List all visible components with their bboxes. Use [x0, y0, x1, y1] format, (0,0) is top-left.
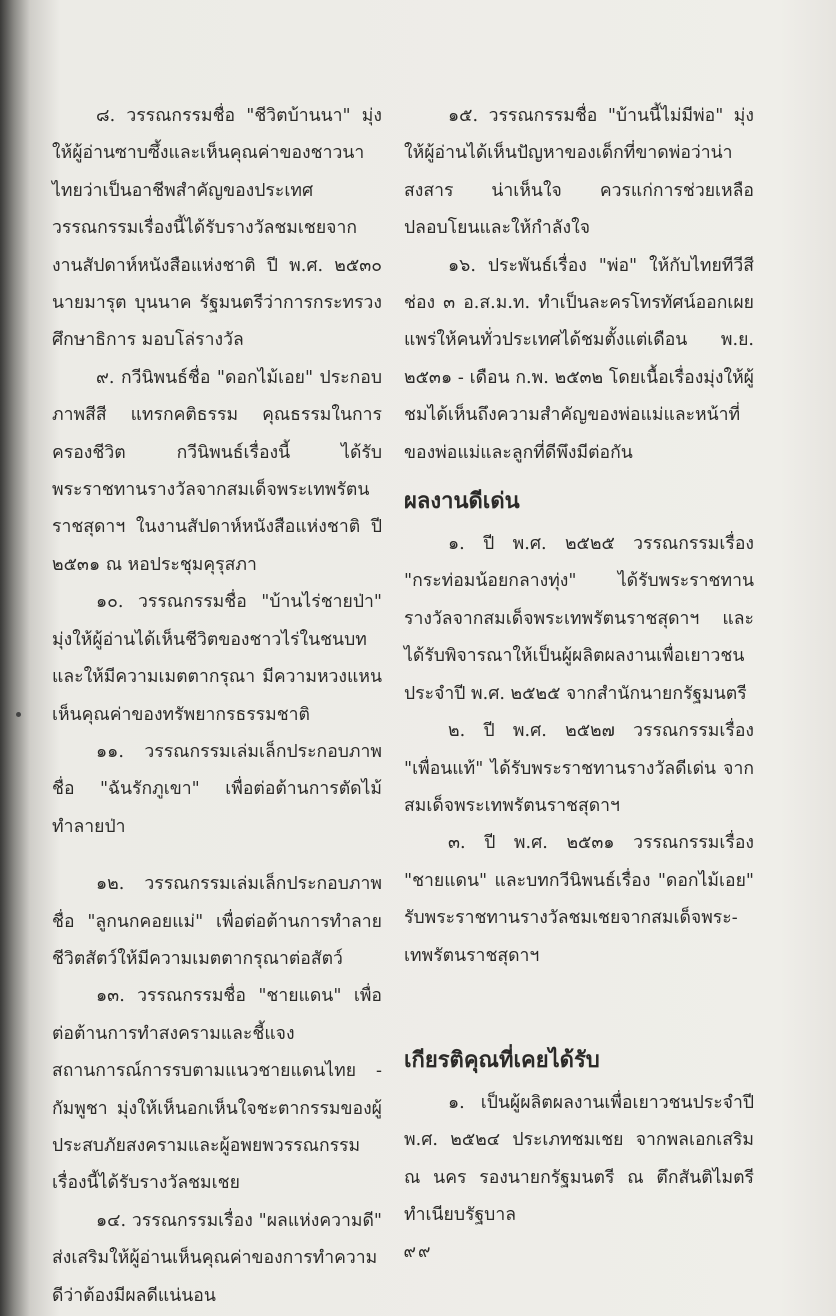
binding-hole [16, 712, 21, 717]
list-item: ๒. ปี พ.ศ. ๒๕๒๗ วรรณกรรมเรื่อง "เพื่อนแท้" ได้รับพระราชทานรางวัลดีเด่น จาก สมเด็จพระเทพรัตนราชสุดาฯ [404, 721, 754, 816]
left-column [52, 98, 382, 1315]
list-item: ๑๑. วรรณกรรมเล่มเล็กประกอบภาพ ชื่อ "ฉันรักภูเขา" เพื่อต่อต้านการตัดไม้ทำลายป่า [52, 741, 382, 837]
list-item: ๑๒. วรรณกรรมเล่มเล็กประกอบภาพ ชื่อ "ลูกนกคอยแม่" เพื่อต่อต้านการทำลายชีวิตสัตว์ให้มีความเมตตากรุณาต่อสัตว์ [52, 874, 382, 969]
section-heading-honors: เกียรติคุณที่เคยได้รับ [404, 1046, 600, 1073]
list-item: ๑๓. วรรณกรรมชื่อ "ชายแดน" เพื่อต่อต้านการทำสงครามและชี้แจงสถานการณ์การรบตามแนวชายแดนไทย - กัมพูชา มุ่งให้เห็นอกเห็นใจชะตากรรมของผู้ประสบภัยสงครามและผู้อพยพวรรณกรรมเรื่องนี้ได้รับรางวัลชมเชย [52, 986, 382, 1194]
list-item: ๘. วรรณกรรมชื่อ "ชีวิตบ้านนา" มุ่งให้ผู้อ่านซาบซึ้งและเห็นคุณค่าของชาวนาไทยว่าเป็นอาชีพสำคัญของประเทศ วรรณกรรมเรื่องนี้ได้รับรางวัลชมเชยจากงานสัปดาห์หนังสือแห่งชาติ ปี พ.ศ. ๒๕๓๐ นายมารุต บุนนาค รัฐมนตรีว่าการกระทรวงศึกษาธิการ มอบโล่รางวัล [52, 106, 382, 351]
list-item: ๑๖. ประพันธ์เรื่อง "พ่อ" ให้กับไทยทีวีสีช่อง ๓ อ.ส.ม.ท. ทำเป็นละครโทรทัศน์ออกเผยแพร่ให้คนทั่วประเทศได้ชมตั้งแต่เดือน พ.ย. ๒๕๓๑ - เดือน ก.พ. ๒๕๓๒ โดยเนื้อเรื่องมุ่งให้ผู้ชมได้เห็นถึงความสำคัญของพ่อแม่และหน้าที่ของพ่อแม่และลูกที่ดีพึงมีต่อกัน [404, 255, 754, 463]
list-item: ๑๐. วรรณกรรมชื่อ "บ้านไร่ชายป่า" มุ่งให้ผู้อ่านได้เห็นชีวิตของชาวไร่ในชนบท และให้มีความเมตตากรุณา มีความหวงแหน เห็นคุณค่าของทรัพยากรธรรมชาติ [52, 592, 382, 725]
list-item: ๓. ปี พ.ศ. ๒๕๓๑ วรรณกรรมเรื่อง "ชายแดน" และบทกวีนิพนธ์เรื่อง "ดอกไม้เอย" รับพระราชทานรางวัลชมเชยจากสมเด็จพระ-เทพรัตนราชสุดาฯ [404, 833, 754, 966]
section-heading-works: ผลงานดีเด่น [404, 488, 520, 515]
list-item: ๑๕. วรรณกรรมชื่อ "บ้านนี้ไม่มีพ่อ" มุ่งให้ผู้อ่านได้เห็นปัญหาของเด็กที่ขาดพ่อว่าน่าสงสาร น่าเห็นใจ ควรแก่การช่วยเหลือปลอบโยนและให้กำลังใจ [404, 106, 754, 239]
list-item: ๙. กวีนิพนธ์ชื่อ "ดอกไม้เอย" ประกอบภาพสีสี แทรกคติธรรม คุณธรรมในการครองชีวิต กวีนิพนธ์เรื่องนี้ ได้รับพระราชทานรางวัลจากสมเด็จพระเทพรัตนราชสุดาฯ ในงานสัปดาห์หนังสือแห่งชาติ ปี ๒๕๓๑ ณ หอประชุมคุรุสภา [52, 367, 382, 575]
list-item: ๑. เป็นผู้ผลิตผลงานเพื่อเยาวชนประจำปี พ.ศ. ๒๕๒๔ ประเภทชมเชย จากพลเอกเสริม ณ นคร รองนายกรัฐมนตรี ณ ตึกสันติไมตรี ทำเนียบรัฐบาล [404, 1092, 754, 1226]
list-item: ๑๔. วรรณกรรมเรื่อง "ผลแห่งความดี" ส่งเสริมให้ผู้อ่านเห็นคุณค่าของการทำความดีว่าต้องมีผลดีแน่นอน [52, 1210, 382, 1306]
list-item: ๑. ปี พ.ศ. ๒๕๒๕ วรรณกรรมเรื่อง "กระท่อมน้อยกลางทุ่ง" ได้รับพระราชทานรางวัลจากสมเด็จพระเทพรัตนราชสุดาฯ และได้รับพิจารณาให้เป็นผู้ผลิตผลงานเพื่อเยาวชนประจำปี พ.ศ. ๒๕๒๕ จากสำนักนายกรัฐมนตรี [404, 534, 754, 704]
page-number: ๙๙ [403, 1242, 433, 1262]
right-column [404, 98, 754, 1235]
